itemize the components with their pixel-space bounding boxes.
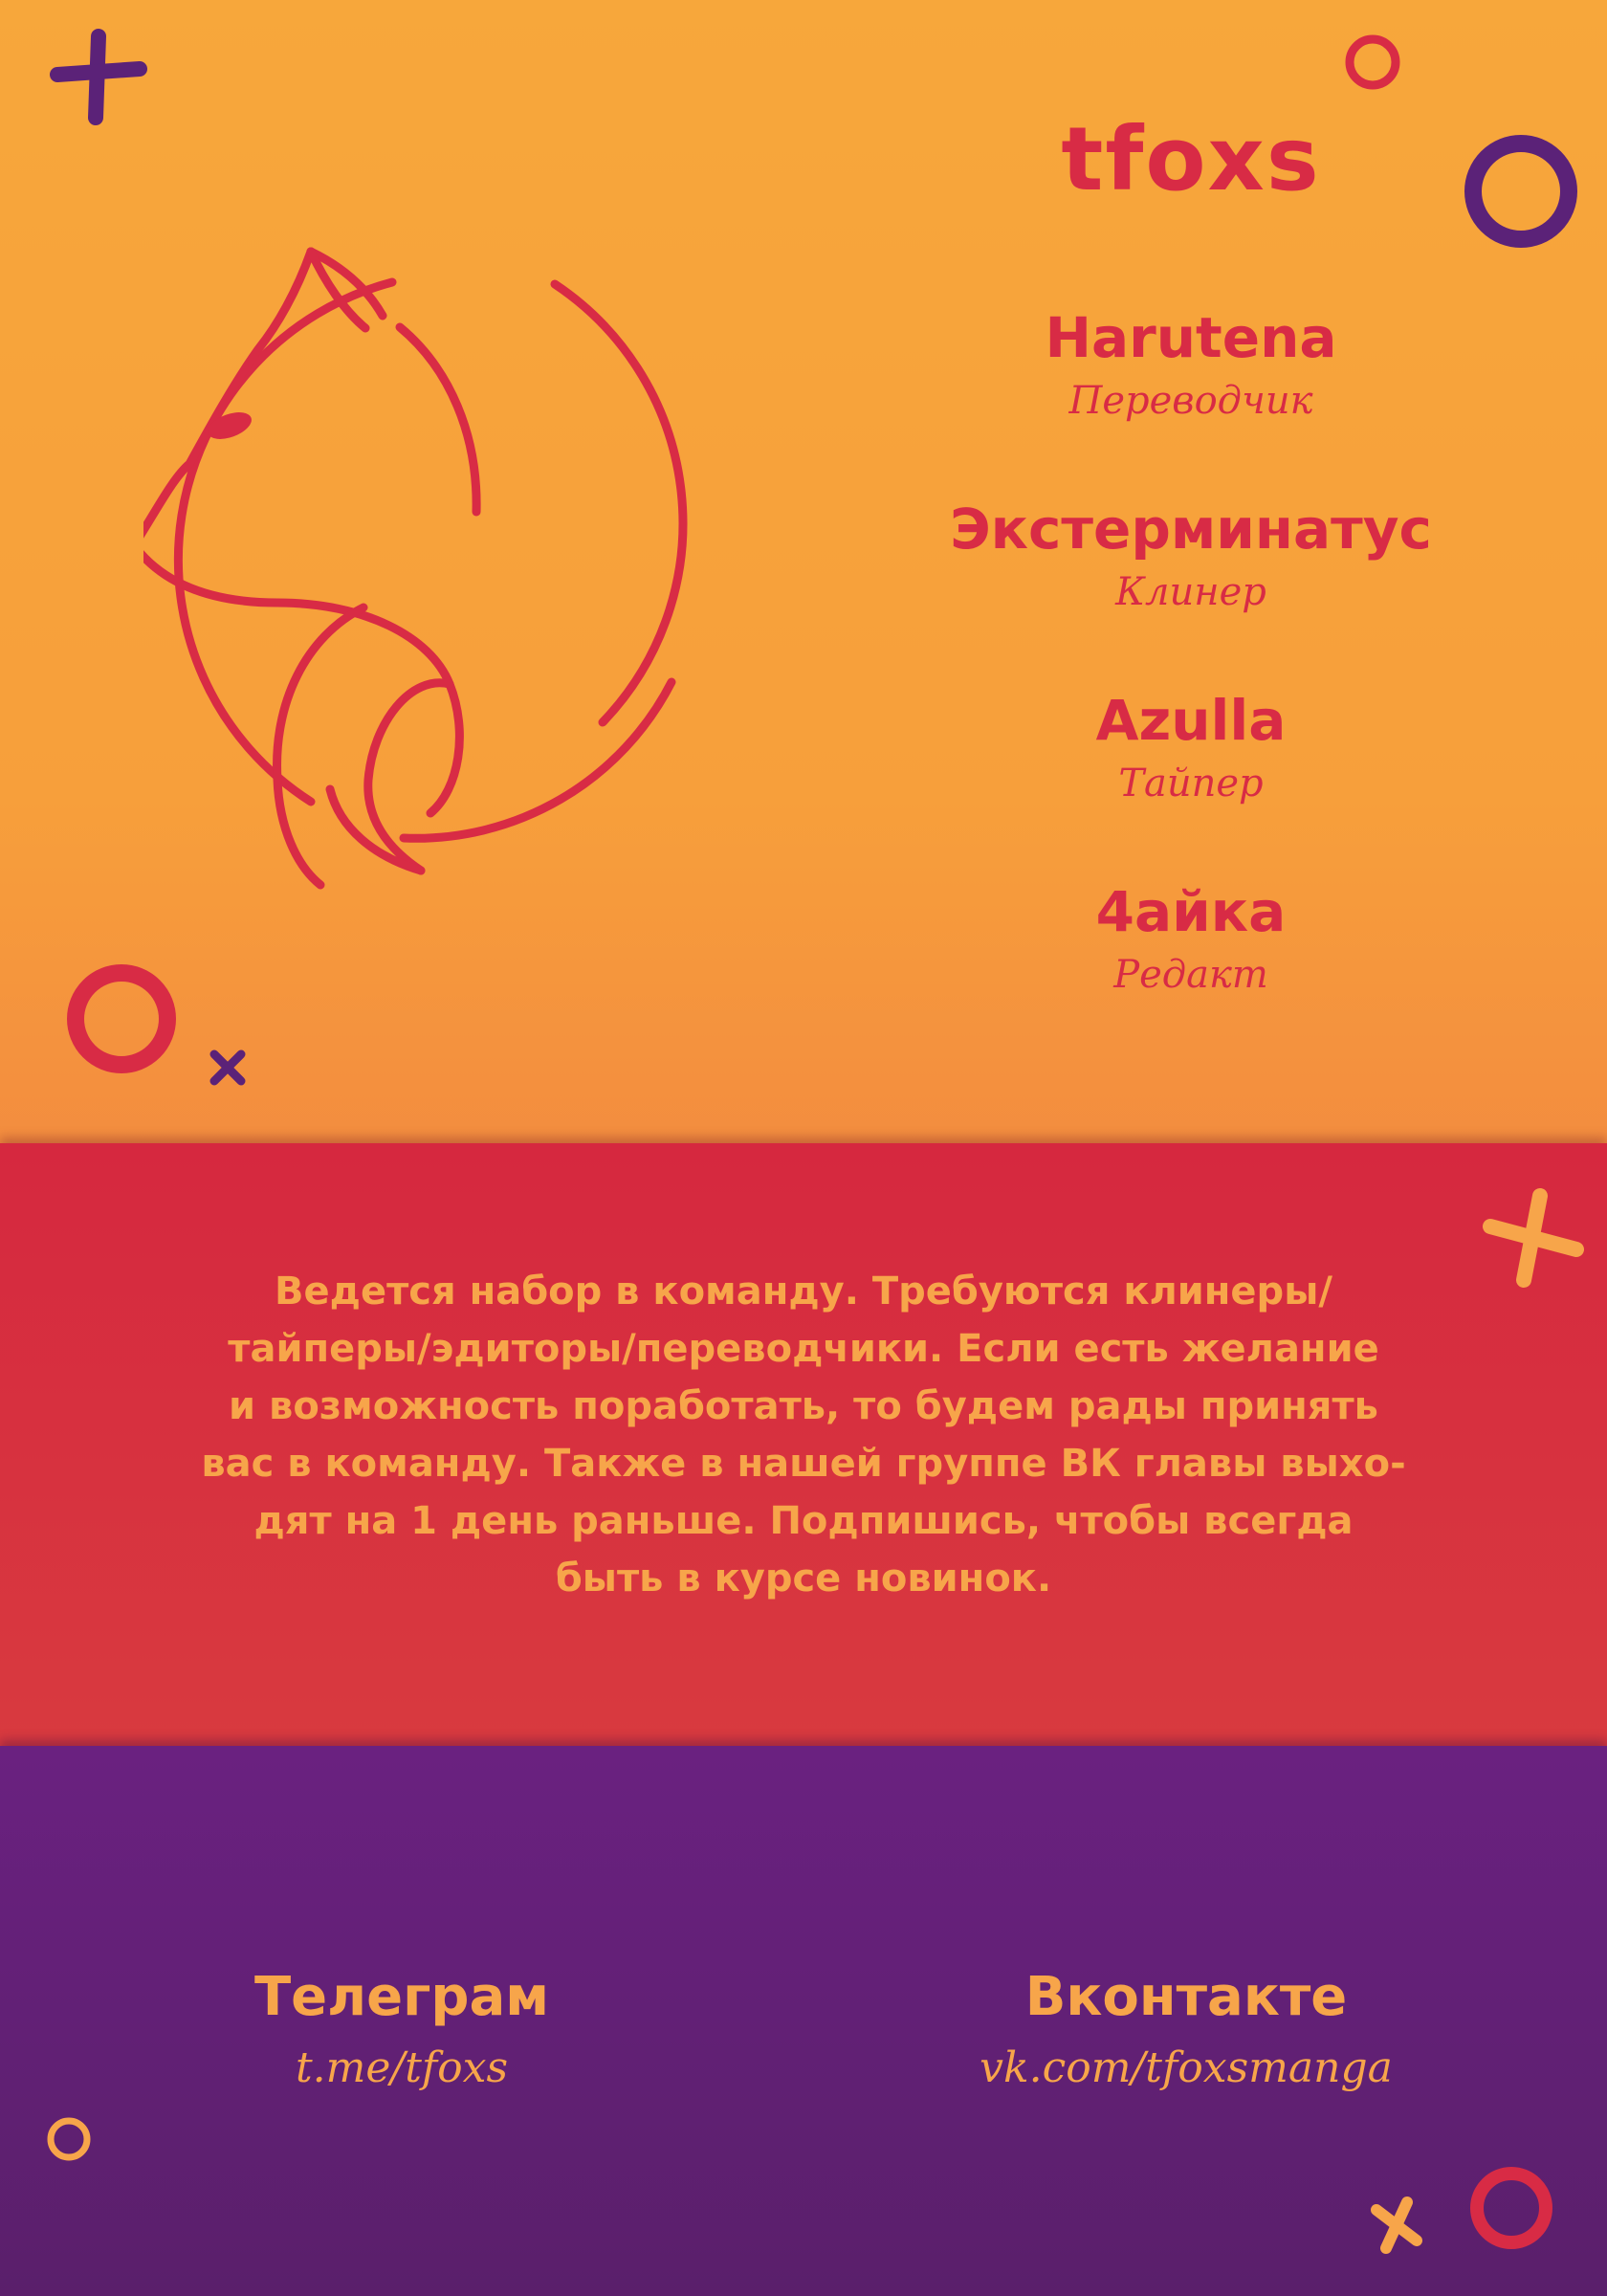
- member-name: Экстерминатус: [950, 497, 1432, 562]
- notice-line: Ведется набор в команду. Требуются клинеры/: [275, 1269, 1332, 1314]
- vk-title: Вконтакте: [1024, 1966, 1348, 2028]
- member-name: 4айка: [1095, 879, 1287, 944]
- telegram-contact: [191, 1961, 612, 2099]
- cross-decoration-icon: [1363, 2191, 1430, 2258]
- ring-decoration-icon: [42, 2112, 96, 2166]
- ring-decoration-icon: [1464, 2160, 1559, 2256]
- telegram-link[interactable]: t.me/tfoxs: [295, 2043, 509, 2092]
- ring-decoration-icon: [1339, 29, 1406, 96]
- member-role: Редакт: [1113, 953, 1268, 997]
- brand-title: tfoxs: [1061, 108, 1321, 210]
- plus-decoration-icon: [46, 27, 151, 132]
- member-item: [899, 301, 1483, 493]
- cross-decoration-icon: [1481, 1186, 1586, 1292]
- cross-decoration-icon: [205, 1045, 251, 1091]
- team-credits: [899, 96, 1483, 997]
- vk-link[interactable]: vk.com/tfoxsmanga: [980, 2043, 1393, 2092]
- member-role: Тайпер: [1118, 762, 1264, 806]
- notice-line: вас в команду. Также в нашей группе ВК главы выхо-: [201, 1442, 1406, 1486]
- notice-line: дят на 1 день раньше. Подпишись, чтобы всегда: [253, 1499, 1354, 1543]
- recruitment-notice: [134, 1263, 1473, 1607]
- member-item: [899, 493, 1483, 684]
- notice-line: тайперы/эдиторы/переводчики. Если есть желание: [228, 1327, 1379, 1371]
- member-name: Azulla: [1095, 688, 1287, 753]
- member-role: Клинер: [1115, 570, 1266, 614]
- member-list: [899, 301, 1483, 1067]
- telegram-title: Телеграм: [253, 1966, 550, 2028]
- fox-logo-icon: [143, 225, 756, 894]
- member-item: [899, 684, 1483, 875]
- vk-contact: [899, 1961, 1473, 2099]
- ring-decoration-icon: [59, 957, 184, 1081]
- notice-line: быть в курсе новинок.: [555, 1556, 1052, 1601]
- member-role: Переводчик: [1068, 379, 1313, 423]
- notice-line: и возможность поработать, то будем рады принять: [229, 1384, 1378, 1428]
- member-name: Harutena: [1045, 305, 1337, 370]
- member-item: [899, 875, 1483, 1067]
